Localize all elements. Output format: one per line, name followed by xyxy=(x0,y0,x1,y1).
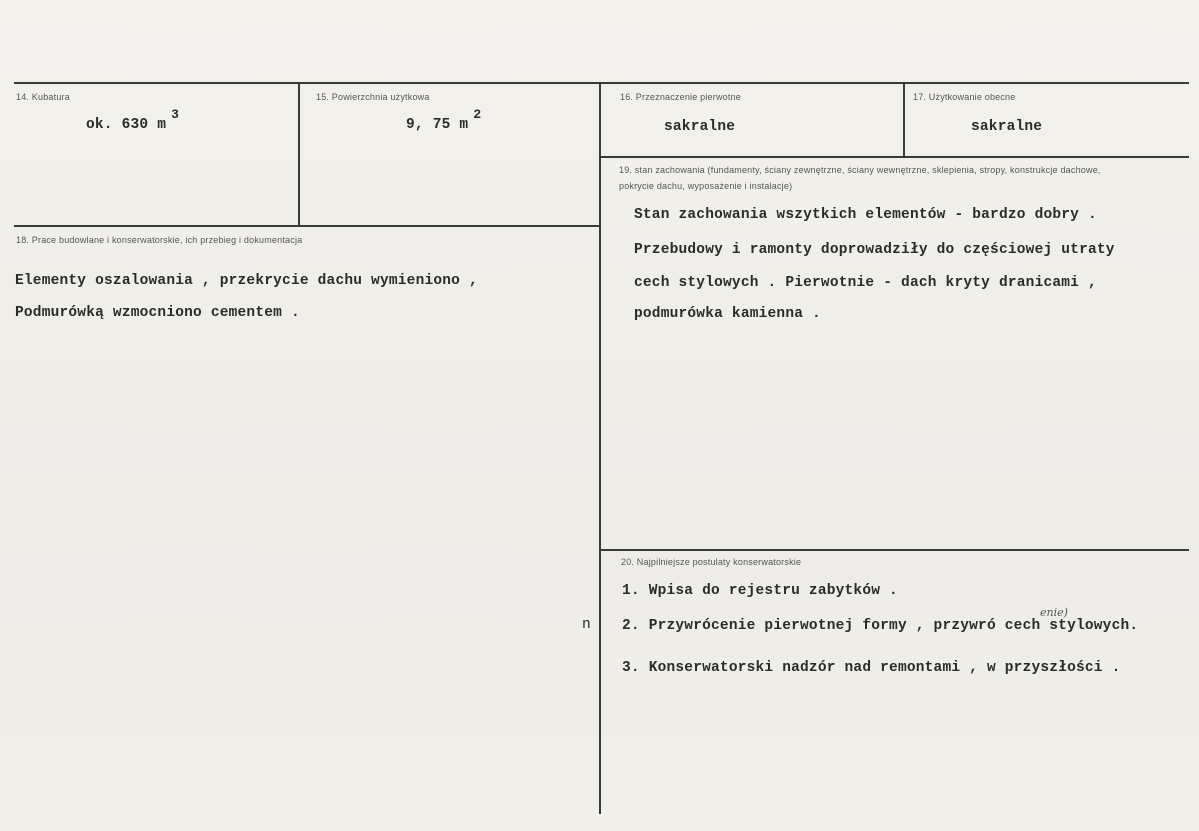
divider-16-17 xyxy=(903,84,905,156)
divider-main xyxy=(599,84,601,814)
handwritten-correction: enie) xyxy=(1040,606,1068,619)
rule-row1-left xyxy=(14,225,600,227)
field-14-exponent: 3 xyxy=(171,107,180,122)
field-14-number: ok. 630 m xyxy=(86,117,167,133)
rule-row1-right xyxy=(601,156,1189,158)
field-16-value: sakralne xyxy=(664,119,736,135)
field-15-number: 9, 75 m xyxy=(406,117,469,133)
field-20-line-1: 1. Wpisa do rejestru zabytków . xyxy=(622,583,898,599)
field-14-value xyxy=(86,107,180,133)
field-20-line-2: 2. Przywrócenie pierwotnej formy , przywró cech stylowych. xyxy=(622,618,1139,634)
field-15-label: 15. Powierzchnia użytkowa xyxy=(316,92,430,102)
divider-14-15 xyxy=(298,84,300,226)
field-19-line-4: podmurówka kamienna . xyxy=(634,306,821,322)
field-19-line-1: Stan zachowania wszytkich elementów - bardzo dobry . xyxy=(634,207,1097,223)
field-19-line-3: cech stylowych . Pierwotnie - dach kryty dranicami , xyxy=(634,275,1097,291)
field-20-line-3: 3. Konserwatorski nadzór nad remontami , w przyszłości . xyxy=(622,660,1121,676)
top-rule xyxy=(14,82,1189,84)
field-14-label: 14. Kubatura xyxy=(16,92,70,102)
field-17-label: 17. Użytkowanie obecne xyxy=(913,92,1016,102)
field-20-label: 20. Najpilniejsze postulaty konserwatorskie xyxy=(621,557,802,567)
field-19-line-2: Przebudowy i ramonty doprowadziły do częściowej utraty xyxy=(634,242,1115,258)
field-15-exponent: 2 xyxy=(473,107,482,122)
rule-section20 xyxy=(601,549,1189,551)
margin-mark: n xyxy=(582,617,591,633)
field-18-label: 18. Prace budowlane i konserwatorskie, ich przebieg i dokumentacja xyxy=(16,235,303,245)
field-15-value xyxy=(406,107,482,133)
field-17-value: sakralne xyxy=(971,119,1043,135)
field-18-line-2: Podmurówką wzmocniono cementem . xyxy=(15,305,300,321)
field-16-label: 16. Przeznaczenie pierwotne xyxy=(620,92,741,102)
field-19-label: 19. stan zachowania (fundamenty, ściany zewnętrzne, ściany wewnętrzne, sklepienia, stropy, konstrukcje dachowe, pokrycie dachu, wyposażenie i instalacje) xyxy=(619,165,1101,191)
field-18-line-1: Elementy oszalowania , przekrycie dachu wymieniono , xyxy=(15,273,478,289)
